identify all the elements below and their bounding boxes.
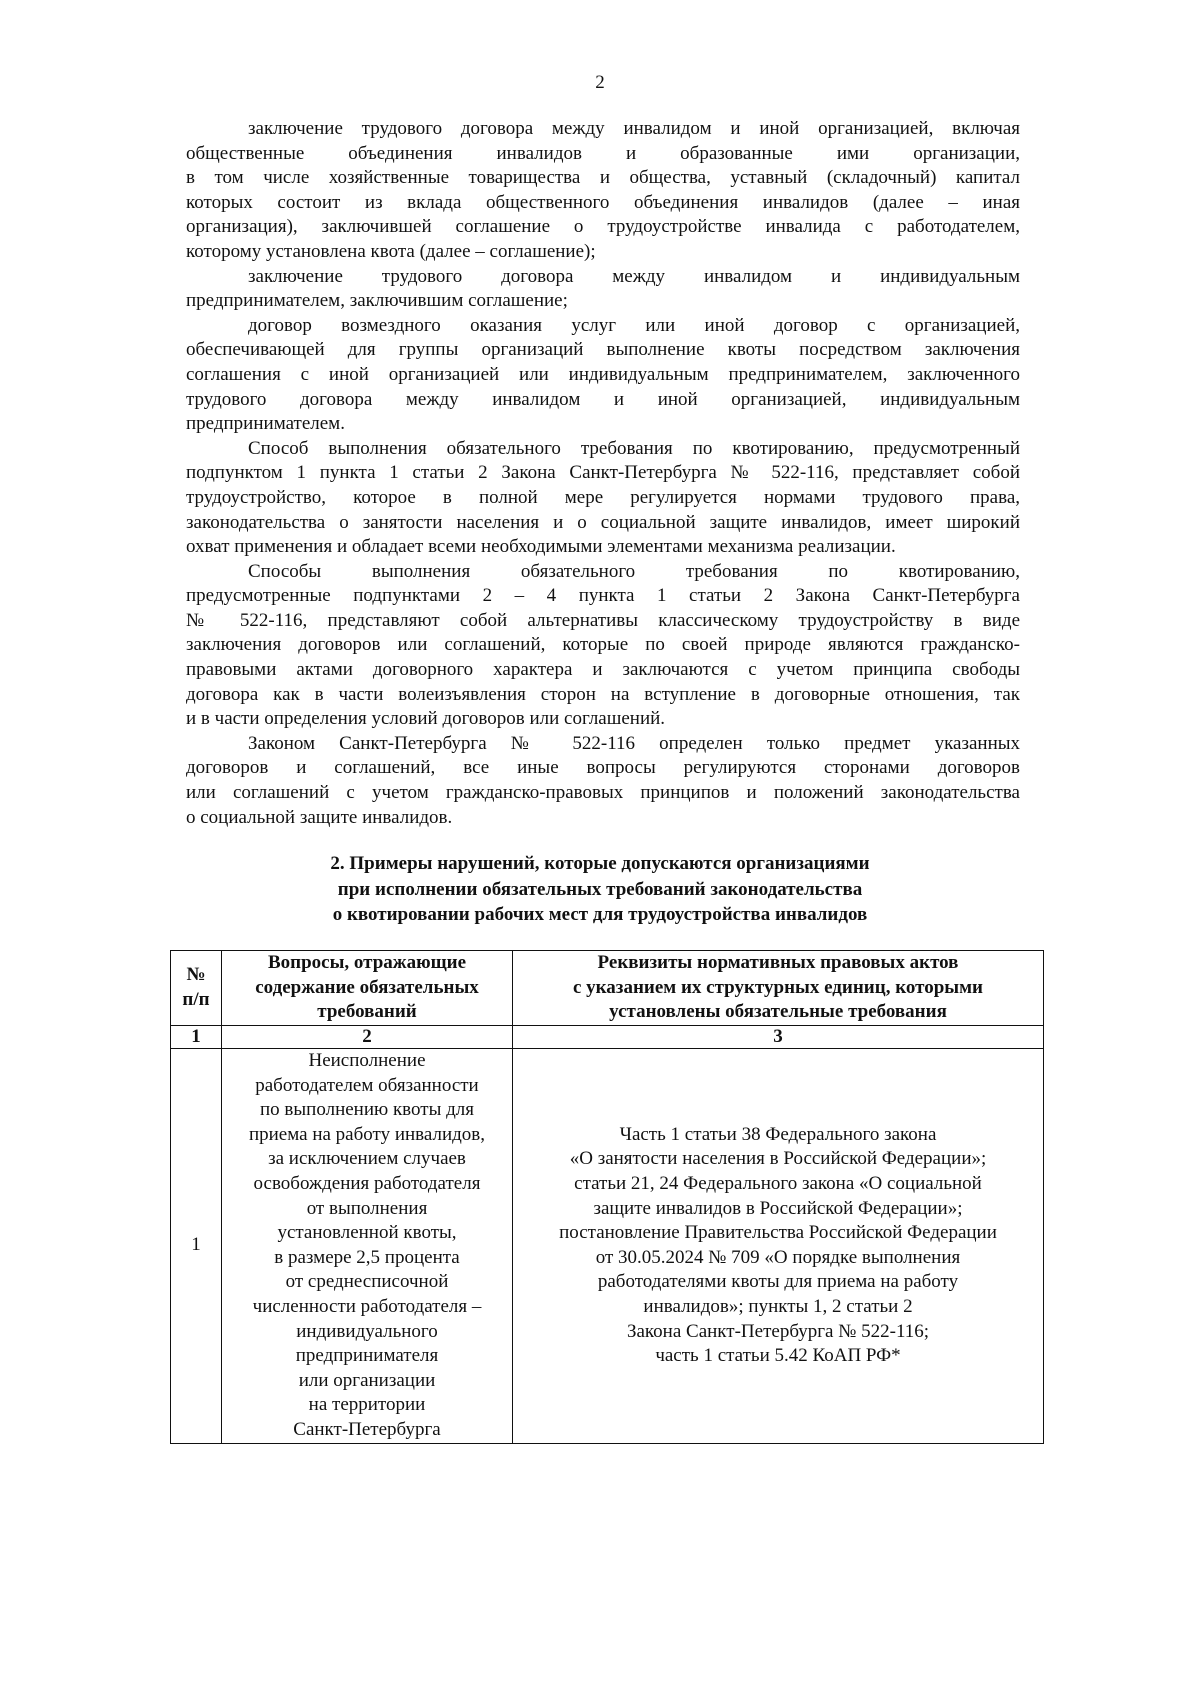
text-line: содержание обязательных [255, 976, 479, 998]
paragraph [186, 732, 1020, 830]
page-number: 2 [595, 72, 605, 93]
column-number: 3 [513, 1026, 1044, 1049]
text-line: от выполнения [306, 1197, 428, 1219]
requirements-table [170, 950, 1044, 1444]
text-line: приема на работу инвалидов, [248, 1123, 486, 1145]
text-line: предпринимателем. [186, 413, 345, 435]
text-line: договоров и соглашений, все иные вопросы регулируются сторонами договоров [186, 757, 1020, 779]
text-line: от среднесписочной [285, 1271, 449, 1293]
text-line: установлены обязательные требования [609, 1001, 947, 1023]
text-line: освобождения работодателя [253, 1172, 481, 1194]
text-line: предпринимателя [295, 1345, 439, 1367]
text-line: Реквизиты нормативных правовых актов [597, 952, 959, 974]
text-line: численности работодателя – [252, 1295, 482, 1317]
text-line: обеспечивающей для группы организаций выполнение квоты посредством заключения [186, 339, 1020, 361]
row-legal-acts [513, 1049, 1044, 1444]
text-line: или организации [298, 1369, 436, 1391]
text-line: соглашения с иной организацией или индивидуальным предпринимателем, заключенного [186, 363, 1020, 385]
text-line: часть 1 статьи 5.42 КоАП РФ* [655, 1345, 901, 1367]
text-line: охват применения и обладает всеми необходимыми элементами механизма реализации. [186, 536, 896, 558]
text-line: договор возмездного оказания услуг или иной договор с организацией, [248, 314, 1020, 336]
text-line: за исключением случаев [268, 1148, 466, 1170]
text-line: защите инвалидов в Российской Федерации»; [593, 1197, 963, 1219]
paragraph [186, 265, 1020, 314]
text-line: или соглашений с учетом гражданско-правовых принципов и положений законодательства [186, 782, 1020, 804]
text-line: Способы выполнения обязательного требования по квотированию, [248, 560, 1020, 582]
text-line: трудового договора между инвалидом и иной организацией, индивидуальным [186, 388, 1020, 410]
text-line: установленной квоты, [277, 1222, 457, 1244]
paragraph [186, 560, 1020, 732]
text-line: трудоустройство, которое в полной мере регулируется нормами трудового права, [186, 486, 1020, 508]
text-line: постановление Правительства Российской Федерации [559, 1222, 997, 1244]
text-line: инвалидов»; пункты 1, 2 статьи 2 [643, 1295, 913, 1317]
text-line: заключения договоров или соглашений, которые по своей природе являются гражданско- [186, 634, 1020, 656]
text-line: с указанием их структурных единиц, которыми [572, 976, 984, 998]
text-line: работодателем обязанности [255, 1074, 479, 1096]
text-line: работодателями квоты для приема на работу [597, 1271, 959, 1293]
text-line: заключение трудового договора между инвалидом и индивидуальным [248, 265, 1020, 287]
text-line: статьи 21, 24 Федерального закона «О социальной [574, 1172, 982, 1194]
text-line: индивидуального [296, 1320, 438, 1342]
text-line: правовыми актами договорного характера и заключаются с учетом принципа свободы [186, 659, 1020, 681]
text-line: которых состоит из вклада общественного объединения инвалидов (далее – иная [186, 191, 1020, 213]
text-line: о социальной защите инвалидов. [186, 806, 453, 828]
text-line: при исполнении обязательных требований законодательства [337, 878, 863, 900]
text-line: от 30.05.2024 № 709 «О порядке выполнения [595, 1246, 961, 1268]
text-line: Неисполнение [308, 1050, 426, 1071]
text-line: № 522-116, представляют собой альтернативы классическому трудоустройству в виде [186, 609, 1020, 631]
text-line: на территории [308, 1394, 426, 1416]
body-text [186, 117, 1020, 830]
text-line: общественные объединения инвалидов и образованные ими организации, [186, 142, 1020, 164]
text-line: организация), заключившей соглашение о трудоустройстве инвалида с работодателем, [186, 216, 1020, 238]
text-line: по выполнению квоты для [260, 1099, 474, 1121]
table-row [171, 1049, 1044, 1444]
row-question [222, 1049, 513, 1444]
header-questions [222, 951, 513, 1026]
text-line: Законом Санкт-Петербурга № 522-116 определен только предмет указанных [248, 732, 1020, 754]
table-header-row [171, 951, 1044, 1026]
text-line: договора как в части волеизъявления сторон на вступление в договорные отношения, так [186, 683, 1020, 705]
paragraph [186, 117, 1020, 265]
text-line: Вопросы, отражающие [267, 952, 467, 974]
column-number: 1 [171, 1026, 222, 1049]
text-line: Закона Санкт-Петербурга № 522-116; [626, 1320, 930, 1342]
text-line: законодательства о занятости населения и о социальной защите инвалидов, имеет широкий [186, 511, 1020, 533]
text-line: которому установлена квота (далее – соглашение); [186, 240, 596, 262]
text-line: в том числе хозяйственные товарищества и общества, уставный (складочный) капитал [186, 167, 1020, 189]
text-line: и в части определения условий договоров или соглашений. [186, 708, 666, 730]
text-line: предусмотренные подпунктами 2 – 4 пункта 1 статьи 2 Закона Санкт-Петербурга [186, 585, 1020, 607]
text-line: заключение трудового договора между инвалидом и иной организацией, включая [248, 118, 1020, 139]
text-line: предпринимателем, заключившим соглашение; [186, 290, 568, 312]
text-line: № [186, 964, 206, 986]
row-number: 1 [171, 1049, 222, 1444]
text-line: Способ выполнения обязательного требования по квотированию, предусмотренный [248, 437, 1020, 459]
text-line: «О занятости населения в Российской Федерации»; [569, 1148, 987, 1170]
header-number [171, 951, 222, 1026]
text-line: в размере 2,5 процента [274, 1246, 460, 1268]
text-line: п/п [182, 989, 210, 1010]
header-legal-acts [513, 951, 1044, 1026]
text-line: Часть 1 статьи 38 Федерального закона [619, 1123, 937, 1145]
paragraph [186, 314, 1020, 437]
text-line: требований [317, 1001, 417, 1023]
text-line: 2. Примеры нарушений, которые допускаются организациями [330, 853, 870, 874]
text-line: подпунктом 1 пункта 1 статьи 2 Закона Санкт-Петербурга № 522-116, представляет собой [186, 462, 1020, 484]
paragraph [186, 437, 1020, 560]
text-line: Санкт-Петербурга [293, 1418, 441, 1440]
column-number-row [171, 1026, 1044, 1049]
text-line: о квотировании рабочих мест для трудоустройства инвалидов [332, 904, 868, 925]
column-number: 2 [222, 1026, 513, 1049]
section-title [0, 851, 1200, 928]
